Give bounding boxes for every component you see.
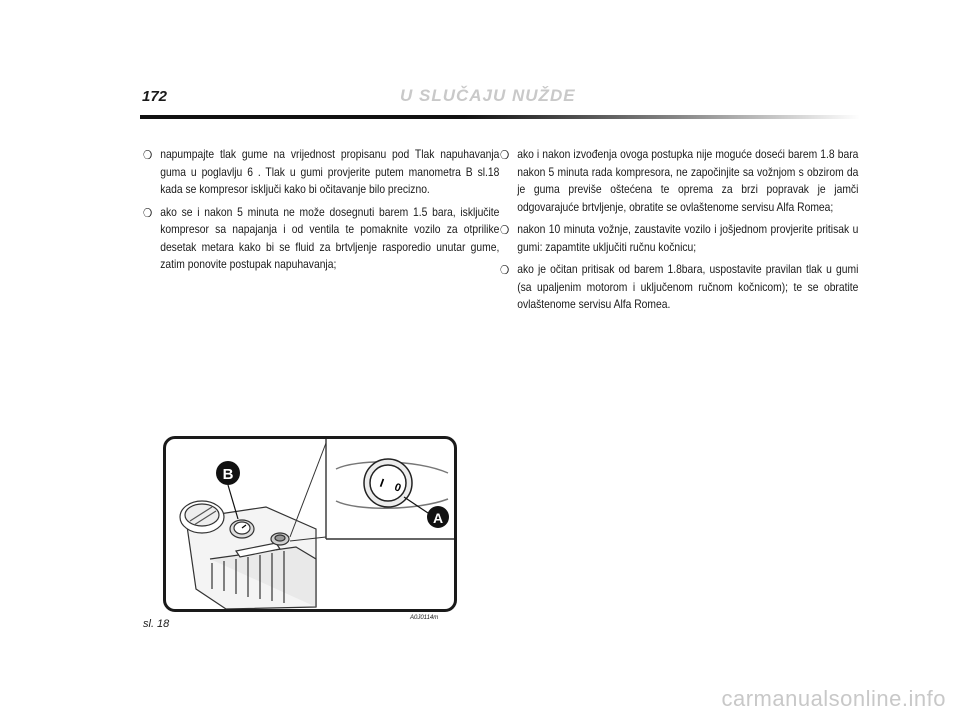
right-bullet-3 [500, 261, 858, 314]
right-bullet-2 [500, 221, 858, 256]
watermark: carmanualsonline.info [721, 686, 946, 711]
left-bullet-2 [143, 204, 499, 274]
bullet-mark-icon: ❍ [500, 263, 510, 277]
page-number: 172 [142, 88, 168, 105]
left-bullet-1 [143, 146, 499, 199]
section-title: U SLUČAJU NUŽDE [400, 86, 576, 105]
left-bullet-text-2: ako se i nakon 5 minuta ne može dosegnuti barem 1.5 bara, isključite kompresor sa napajanja i od ventila te pomaknite vozilo za otprilike desetak metara kako bi se fluid za brtvljenje rasporedio unutar gume, zatim ponovite postupak napuhavanja; [160, 204, 500, 271]
figure-code: A0J0114m [410, 615, 439, 621]
right-bullet-text-3: ako je očitan pritisak od barem 1.8bara, uspostavite pravilan tlak u gumi (sa upaljenim motorom i uključenom ručnom kočnicom); te se obratite ovlaštenome servisu Alfa Romea. [517, 262, 859, 311]
bullet-mark-icon: ❍ [143, 205, 153, 220]
header-rule [140, 115, 860, 119]
switch-small [271, 533, 289, 545]
left-bullet-text-1: napumpajte tlak gume na vrijednost propisanu pod Tlak napuhavanja guma u poglavlju 6 . Tlak u gumi provjerite putem manometra B sl.18 kada se kompresor isključi kako bi očitavanje bilo precizno. [160, 147, 500, 196]
canister-cap [180, 501, 224, 533]
right-bullet-text-2: nakon 10 minuta vožnje, zaustavite vozilo i jošjednom provjerite pritisak u gumi: zapamtite uključiti ručnu kočnicu; [517, 222, 859, 254]
pressure-gauge [230, 520, 254, 538]
zoom-line [290, 443, 326, 537]
compressor-figure [163, 436, 457, 612]
label-a: A [432, 510, 444, 526]
right-bullet-1 [500, 146, 858, 216]
bullet-mark-icon: ❍ [500, 148, 510, 162]
left-column [143, 146, 500, 279]
switch-off-label: 0 [392, 481, 403, 495]
figure-caption: sl. 18 [143, 618, 170, 630]
bullet-mark-icon: ❍ [500, 223, 510, 237]
right-bullet-text-1: ako i nakon izvođenja ovoga postupka nije moguće doseći barem 1.8 bara nakon 5 minuta rada kompresora, ne započinjite sa vožnjom s obzirom da je guma previše oštećena te oprema za brzi popravak je jamči odgovarajuće brtvljenje, obratite se ovlaštenome servisu Alfa Romea; [517, 147, 859, 214]
label-b: B [222, 466, 234, 483]
right-column [500, 146, 859, 319]
compressor-illustration [166, 439, 454, 609]
switch-enlarged [336, 459, 448, 508]
switch-on-label: I [378, 475, 386, 491]
bullet-mark-icon: ❍ [143, 148, 153, 162]
